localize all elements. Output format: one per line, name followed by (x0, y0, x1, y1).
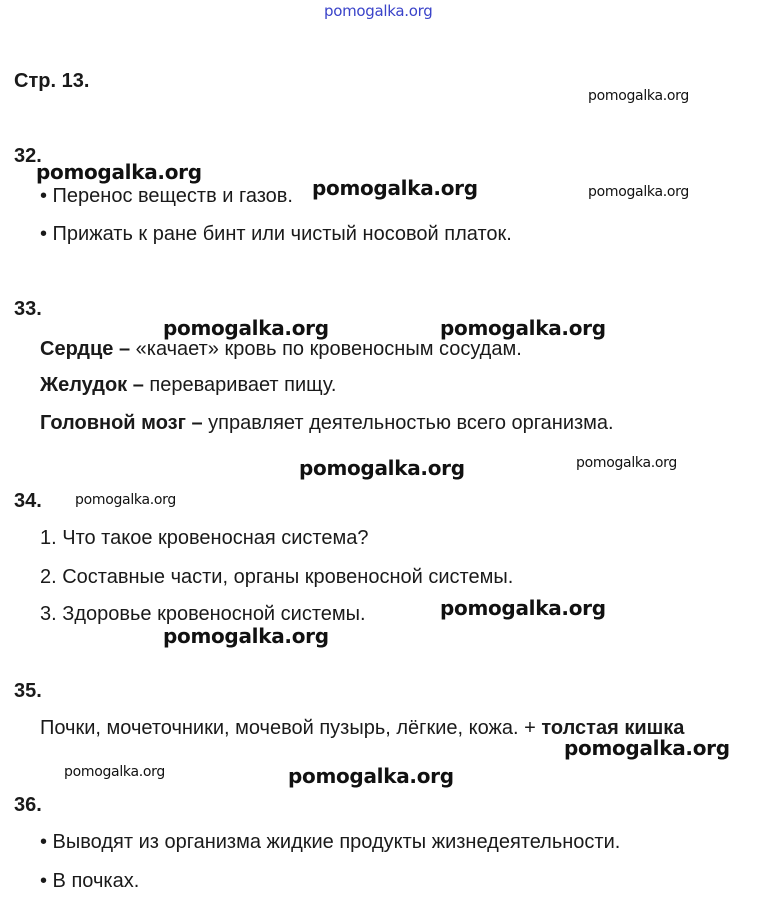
watermark: pomogalka.org (163, 316, 329, 340)
header-site-watermark: pomogalka.org (324, 2, 433, 20)
watermark: pomogalka.org (576, 455, 677, 471)
question-36-line-2: • В почках. (40, 870, 140, 892)
watermark: pomogalka.org (588, 184, 689, 200)
term-heart: Сердце – (40, 338, 131, 360)
watermark: pomogalka.org (75, 492, 176, 508)
question-32-line-2: • Прижать к ране бинт или чистый носовой платок. (40, 223, 512, 245)
watermark: pomogalka.org (64, 764, 165, 780)
term-brain: Головной мозг – (40, 412, 203, 434)
question-32-line-1: • Перенос веществ и газов. (40, 185, 293, 207)
definition-stomach: переваривает пищу. (143, 374, 337, 396)
watermark: pomogalka.org (440, 596, 606, 620)
watermark: pomogalka.org (440, 316, 606, 340)
watermark: pomogalka.org (163, 624, 329, 648)
question-33-row-1 (40, 338, 522, 361)
question-33-number: 33. (14, 298, 42, 320)
question-35-number: 35. (14, 680, 42, 702)
question-33-row-3 (40, 412, 614, 435)
watermark: pomogalka.org (564, 736, 730, 760)
question-35-bold-addition: толстая кишка (541, 717, 685, 739)
watermark: pomogalka.org (312, 176, 478, 200)
question-34-item-1: 1. Что такое кровеносная система? (40, 527, 369, 549)
question-35-organs: Почки, мочеточники, мочевой пузырь, лёгкие, кожа. + (40, 717, 542, 739)
question-32-number: 32. (14, 145, 42, 167)
watermark: pomogalka.org (588, 88, 689, 104)
definition-heart: «качает» кровь по кровеносным сосудам. (130, 338, 522, 360)
question-34-number: 34. (14, 490, 42, 512)
watermark: pomogalka.org (36, 160, 202, 184)
term-stomach: Желудок – (40, 374, 144, 396)
page-label: Стр. 13. (14, 70, 90, 92)
question-34-item-3: 3. Здоровье кровеносной системы. (40, 603, 366, 625)
definition-brain: управляет деятельностью всего организма. (202, 412, 614, 434)
watermark: pomogalka.org (288, 764, 454, 788)
watermark: pomogalka.org (299, 456, 465, 480)
question-36-number: 36. (14, 794, 42, 816)
question-33-row-2 (40, 374, 336, 397)
question-36-line-1: • Выводят из организма жидкие продукты жизнедеятельности. (40, 831, 621, 853)
question-34-item-2: 2. Составные части, органы кровеносной системы. (40, 566, 514, 588)
